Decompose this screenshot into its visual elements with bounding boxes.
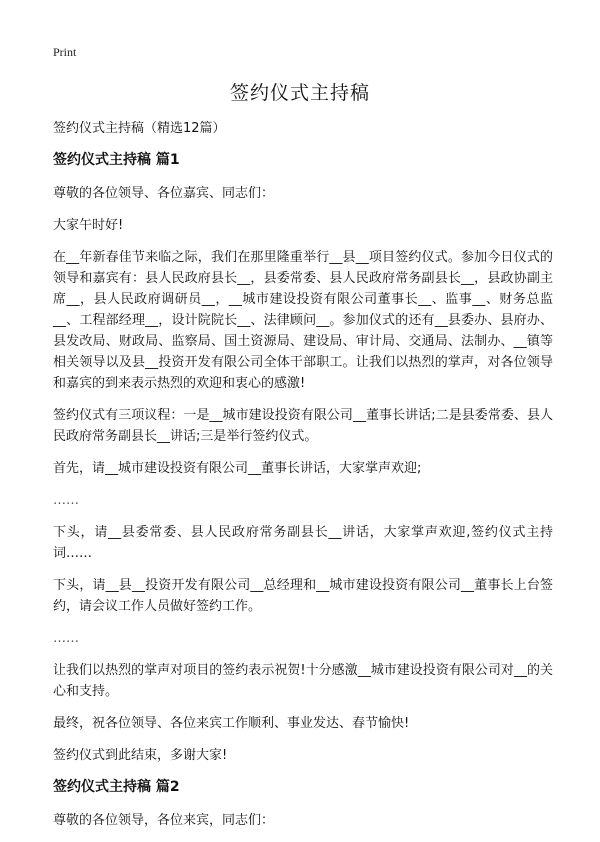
ellipsis: …… [53,631,79,646]
document-subtitle: 签约仪式主持稿（精选12篇） [53,121,226,136]
paragraph: 大家午时好! [53,218,124,233]
ellipsis: …… [53,493,79,508]
page-title: 签约仪式主持稿 [229,82,370,104]
paragraph: 签约仪式到此结束，多谢大家! [53,748,228,763]
print-link[interactable]: Print [53,45,77,59]
paragraph: 首先，请__城市建设投资有限公司__董事长讲话，大家掌声欢迎; [53,461,422,476]
paragraph: 签约仪式有三项议程：一是__城市建设投资有限公司__董事长讲话;二是县委常委、县人民政府常务副县长__讲话;三是举行签约仪式。 [53,408,553,444]
paragraph: 让我们以热烈的掌声对项目的签约表示祝贺!十分感激__城市建设投资有限公司对__的关心和支持。 [53,663,553,699]
section-heading-1: 签约仪式主持稿 篇1 [53,152,180,168]
paragraph: 最终，祝各位领导、各位来宾工作顺利、事业发达、春节愉快! [53,716,410,731]
document-body [53,118,553,842]
section-heading-2: 签约仪式主持稿 篇2 [53,779,180,795]
paragraph: 在__年新春佳节来临之际，我们在那里隆重举行__县__项目签约仪式。参加今日仪式的领导和嘉宾有：县人民政府县长__，县委常委、县人民政府常务副县长__，县政协副主席__，县人民政府调研员__，__城市建设投资有限公司董事长__、监事__、财务总监__、工程部经理__，设计院院长__、法律顾问__。参加仪式的还有__县委办、县府办、县发改局、财政局、监察局、国土资源局、建设局、审计局、交通局、法制办、__镇等相关领导以及县__投资开发有限公司全体干部职工。让我们以热烈的掌声，对各位领导和嘉宾的到来表示热烈的欢迎和衷心的感激! [53,250,553,391]
paragraph: 下头，请__县__投资开发有限公司__总经理和__城市建设投资有限公司__董事长上台签约，请会议工作人员做好签约工作。 [53,578,553,614]
paragraph: 下头，请__县委常委、县人民政府常务副县长__讲话，大家掌声欢迎,签约仪式主持词…… [53,525,553,561]
paragraph: 尊敬的各位领导、各位嘉宾、同志们： [53,186,275,201]
paragraph: 尊敬的各位领导，各位来宾，同志们： [53,813,275,828]
